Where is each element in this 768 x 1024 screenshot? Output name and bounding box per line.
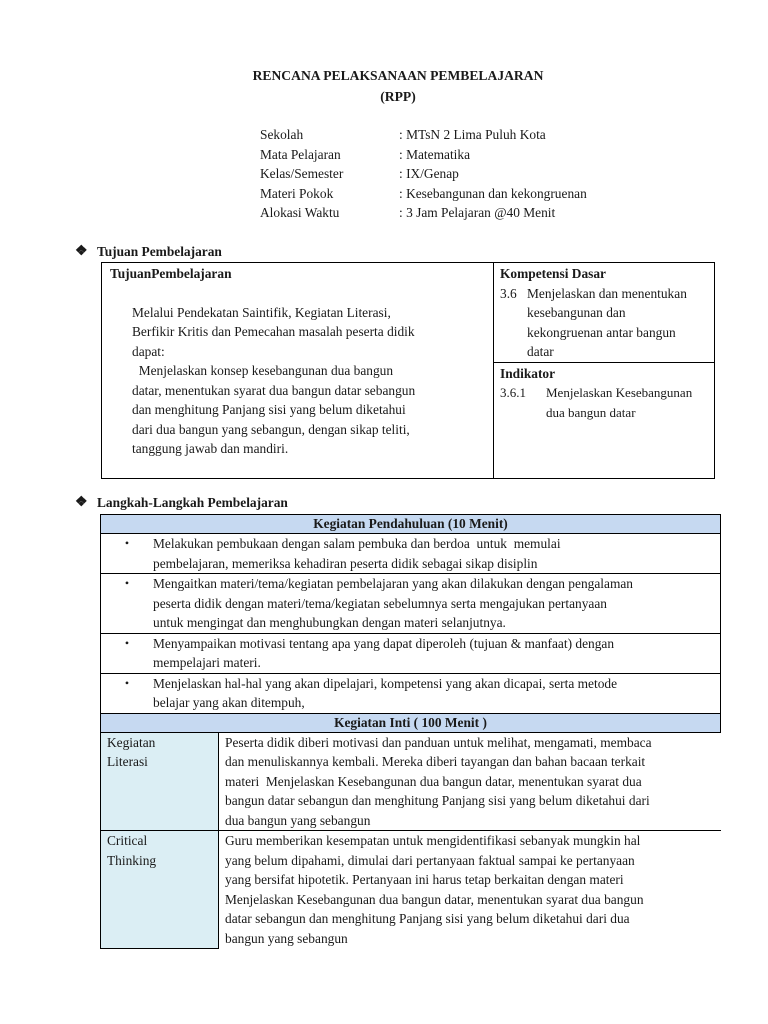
content-line: datar sebangun dan menghitung Panjang sisi yang belum diketahui dari dua (225, 911, 630, 926)
meta-row-sekolah (260, 125, 587, 145)
section-heading-text: Langkah-Langkah Pembelajaran (97, 494, 288, 510)
content-line: bangun datar sebangun dan menghitung Panjang sisi yang belum diketahui dari (225, 793, 650, 808)
content-line: Menjelaskan Kesebangunan dua bangun datar, menentukan syarat dua bangun (225, 891, 644, 907)
inti-label-critical (101, 831, 219, 949)
diamond-bullet-icon: ❖ (75, 495, 88, 510)
tujuan-header: TujuanPembelajaran (110, 266, 232, 281)
bullet-icon: • (124, 635, 130, 650)
item-line: pembelajaran, memeriksa kehadiran peserta didik sebagai sikap disiplin (153, 555, 538, 571)
tujuan-line: dan menghitung Panjang sisi yang belum diketahui (132, 402, 406, 417)
tujuan-line: Melalui Pendekatan Saintifik, Kegiatan Literasi, (132, 304, 391, 320)
content-line: Peserta didik diberi motivasi dan panduan untuk melihat, mengamati, membaca (225, 734, 652, 750)
item-line: Menjelaskan hal-hal yang akan dipelajari, kompetensi yang akan dicapai, serta metode (153, 675, 618, 691)
meta-row-materi (260, 184, 587, 204)
kd-line: kekongruenan antar bangun (527, 324, 676, 340)
tujuan-line: dari dua bangun yang sebangun, dengan sikap teliti, (132, 421, 410, 437)
content-line: Guru memberikan kesempatan untuk mengidentifikasi sebanyak mungkin hal (225, 833, 641, 848)
bullet-icon: • (124, 536, 130, 550)
content-line: dan menuliskannya kembali. Mereka diberi tayangan dan bahan bacaan terkait (225, 754, 646, 769)
meta-value: : 3 Jam Pelajaran @40 Menit (399, 205, 556, 220)
kd-item (500, 284, 708, 362)
meta-label: Kelas/Semester (260, 166, 344, 181)
tujuan-cell (102, 263, 494, 479)
meta-label: Sekolah (260, 127, 304, 142)
kd-line: Menjelaskan dan menentukan (527, 285, 687, 301)
content-line: materi Menjelaskan Kesebangunan dua bangun datar, menentukan syarat dua (225, 773, 642, 789)
meta-row-kelas (260, 164, 587, 184)
kd-cell (494, 263, 715, 363)
pendahuluan-item (101, 673, 721, 713)
label-line: Critical (107, 833, 148, 848)
pendahuluan-item (101, 534, 721, 574)
meta-row-mapel (260, 145, 587, 165)
label-line: Thinking (107, 852, 157, 868)
label-line: Literasi (107, 754, 148, 769)
kd-header: Kompetensi Dasar (500, 266, 607, 281)
pendahuluan-item (101, 574, 721, 634)
label-line: Kegiatan (107, 734, 156, 750)
indikator-cell (494, 362, 715, 478)
doc-subtitle: (RPP) (380, 89, 416, 104)
content-line: yang belum dipahami, dimulai dari pertanyaan faktual sampai ke pertanyaan (225, 852, 635, 868)
inti-content-critical (219, 831, 721, 949)
bullet-icon: • (124, 675, 130, 690)
tujuan-table (101, 262, 715, 479)
kd-line: datar (527, 344, 554, 359)
pendahuluan-header: Kegiatan Pendahuluan (10 Menit) (101, 515, 721, 534)
section-heading-langkah (75, 494, 288, 511)
diamond-bullet-icon: ❖ (75, 244, 88, 259)
indikator-item (500, 383, 708, 422)
tujuan-line: Berfikir Kritis dan Pemecahan masalah peserta didik (132, 324, 415, 339)
content-line: bangun yang sebangun (225, 930, 348, 946)
pendahuluan-item (101, 633, 721, 673)
item-line: peserta didik dengan materi/tema/kegiatan sebelumnya serta mengajukan pertanyaan (153, 595, 607, 611)
indikator-number: 3.6.1 (500, 385, 526, 400)
content-line: yang bersifat hipotetik. Pertanyaan ini harus tetap berkaitan dengan materi (225, 872, 624, 887)
tujuan-line: datar, menentukan syarat dua bangun datar sebangun (132, 382, 416, 398)
meta-value: : Kesebangunan dan kekongruenan (399, 185, 587, 201)
item-line: mempelajari materi. (153, 655, 261, 670)
meta-value: : IX/Genap (399, 166, 459, 181)
kd-number: 3.6 (500, 285, 517, 301)
inti-header: Kegiatan Inti ( 100 Menit ) (101, 713, 721, 732)
item-line: Mengaitkan materi/tema/kegiatan pembelajaran yang akan dilakukan dengan pengalaman (153, 576, 634, 591)
doc-title: RENCANA PELAKSANAAN PEMBELAJARAN (252, 68, 544, 83)
item-line: untuk mengingat dan menghubungkan dengan materi selanjutnya. (153, 615, 506, 630)
indikator-line: dua bangun datar (546, 404, 636, 420)
tujuan-line: tanggung jawab dan mandiri. (132, 441, 289, 456)
section-heading-tujuan (75, 243, 222, 260)
item-line: Melakukan pembukaan dengan salam pembuka dan berdoa untuk memulai (153, 536, 561, 551)
langkah-table (100, 514, 721, 949)
indikator-header: Indikator (500, 365, 556, 381)
identity-block (260, 125, 587, 223)
inti-label-literasi (101, 732, 219, 831)
tujuan-intro (110, 303, 485, 459)
meta-label: Mata Pelajaran (260, 146, 341, 162)
kd-line: kesebangunan dan (527, 305, 626, 320)
indikator-line: Menjelaskan Kesebangunan (546, 385, 693, 400)
item-line: Menyampaikan motivasi tentang apa yang dapat diperoleh (tujuan & manfaat) dengan (153, 635, 615, 651)
meta-value: : MTsN 2 Lima Puluh Kota (399, 127, 546, 142)
meta-label: Materi Pokok (260, 185, 334, 201)
section-heading-text: Tujuan Pembelajaran (97, 243, 222, 259)
tujuan-line: dapat: (132, 343, 165, 359)
content-line: dua bangun yang sebangun (225, 812, 371, 828)
item-line: belajar yang akan ditempuh, (153, 695, 305, 710)
inti-content-literasi (219, 732, 721, 831)
meta-row-alokasi (260, 203, 587, 223)
meta-value: : Matematika (399, 146, 471, 162)
tujuan-line: Menjelaskan konsep kesebangunan dua bangun (132, 363, 394, 378)
meta-label: Alokasi Waktu (260, 205, 340, 220)
bullet-icon: • (124, 576, 130, 590)
